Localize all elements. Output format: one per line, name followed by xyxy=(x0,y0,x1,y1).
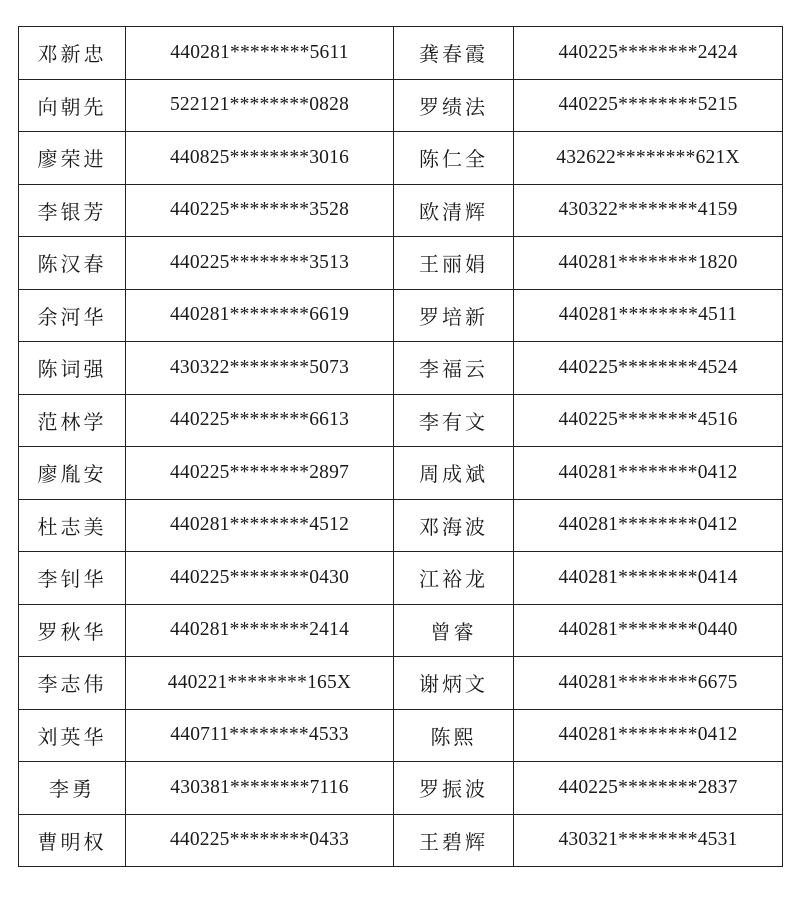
name-cell-left: 曹明权 xyxy=(19,814,126,867)
table-row xyxy=(19,289,783,342)
id-cell-right: 440281********0412 xyxy=(514,447,783,500)
name-cell-left: 邓新忠 xyxy=(19,27,126,80)
id-cell-right: 430322********4159 xyxy=(514,184,783,237)
table-row xyxy=(19,237,783,290)
table-row xyxy=(19,814,783,867)
table-row xyxy=(19,394,783,447)
id-cell-left: 440281********5611 xyxy=(126,27,394,80)
name-cell-right: 周成斌 xyxy=(394,447,514,500)
id-cell-right: 440281********6675 xyxy=(514,657,783,710)
table-row xyxy=(19,342,783,395)
id-cell-left: 522121********0828 xyxy=(126,79,394,132)
id-cell-left: 430381********7116 xyxy=(126,762,394,815)
name-cell-right: 欧清辉 xyxy=(394,184,514,237)
name-cell-left: 余河华 xyxy=(19,289,126,342)
name-cell-right: 曾睿 xyxy=(394,604,514,657)
id-cell-left: 440225********2897 xyxy=(126,447,394,500)
table-row xyxy=(19,709,783,762)
table-row xyxy=(19,79,783,132)
table-row xyxy=(19,657,783,710)
id-cell-right: 440281********4511 xyxy=(514,289,783,342)
table-row xyxy=(19,447,783,500)
name-cell-left: 廖荣进 xyxy=(19,132,126,185)
id-cell-left: 440225********6613 xyxy=(126,394,394,447)
id-cell-right: 440281********0440 xyxy=(514,604,783,657)
id-cell-left: 440225********3513 xyxy=(126,237,394,290)
name-cell-right: 李有文 xyxy=(394,394,514,447)
name-cell-right: 王碧辉 xyxy=(394,814,514,867)
table-row xyxy=(19,552,783,605)
id-cell-left: 440221********165X xyxy=(126,657,394,710)
id-cell-left: 440281********2414 xyxy=(126,604,394,657)
name-cell-right: 陈仁全 xyxy=(394,132,514,185)
id-cell-right: 440225********5215 xyxy=(514,79,783,132)
name-cell-left: 李志伟 xyxy=(19,657,126,710)
name-cell-right: 陈熙 xyxy=(394,709,514,762)
name-cell-left: 李勇 xyxy=(19,762,126,815)
name-cell-left: 陈词强 xyxy=(19,342,126,395)
id-cell-right: 430321********4531 xyxy=(514,814,783,867)
id-cell-left: 440825********3016 xyxy=(126,132,394,185)
name-cell-left: 李钊华 xyxy=(19,552,126,605)
id-cell-left: 440281********4512 xyxy=(126,499,394,552)
id-cell-left: 440225********3528 xyxy=(126,184,394,237)
name-cell-right: 谢炳文 xyxy=(394,657,514,710)
id-cell-right: 440225********4516 xyxy=(514,394,783,447)
id-cell-left: 440281********6619 xyxy=(126,289,394,342)
id-cell-right: 440225********4524 xyxy=(514,342,783,395)
roster-table xyxy=(18,26,783,867)
name-cell-left: 罗秋华 xyxy=(19,604,126,657)
name-cell-left: 杜志美 xyxy=(19,499,126,552)
name-cell-left: 向朝先 xyxy=(19,79,126,132)
id-cell-right: 440281********1820 xyxy=(514,237,783,290)
name-cell-right: 罗绩法 xyxy=(394,79,514,132)
name-cell-right: 江裕龙 xyxy=(394,552,514,605)
name-cell-right: 李福云 xyxy=(394,342,514,395)
name-cell-left: 范林学 xyxy=(19,394,126,447)
name-cell-left: 陈汉春 xyxy=(19,237,126,290)
roster-table-container xyxy=(18,26,782,867)
roster-table-body xyxy=(19,27,783,867)
table-row xyxy=(19,132,783,185)
table-row xyxy=(19,762,783,815)
name-cell-right: 罗培新 xyxy=(394,289,514,342)
name-cell-right: 罗振波 xyxy=(394,762,514,815)
name-cell-left: 廖胤安 xyxy=(19,447,126,500)
table-row xyxy=(19,184,783,237)
table-row xyxy=(19,27,783,80)
table-row xyxy=(19,499,783,552)
id-cell-right: 440281********0412 xyxy=(514,499,783,552)
name-cell-left: 刘英华 xyxy=(19,709,126,762)
name-cell-right: 龚春霞 xyxy=(394,27,514,80)
id-cell-right: 440281********0412 xyxy=(514,709,783,762)
id-cell-left: 430322********5073 xyxy=(126,342,394,395)
name-cell-right: 王丽娟 xyxy=(394,237,514,290)
id-cell-left: 440225********0433 xyxy=(126,814,394,867)
table-row xyxy=(19,604,783,657)
id-cell-left: 440225********0430 xyxy=(126,552,394,605)
id-cell-right: 440281********0414 xyxy=(514,552,783,605)
id-cell-right: 432622********621X xyxy=(514,132,783,185)
name-cell-right: 邓海波 xyxy=(394,499,514,552)
id-cell-left: 440711********4533 xyxy=(126,709,394,762)
id-cell-right: 440225********2424 xyxy=(514,27,783,80)
name-cell-left: 李银芳 xyxy=(19,184,126,237)
id-cell-right: 440225********2837 xyxy=(514,762,783,815)
